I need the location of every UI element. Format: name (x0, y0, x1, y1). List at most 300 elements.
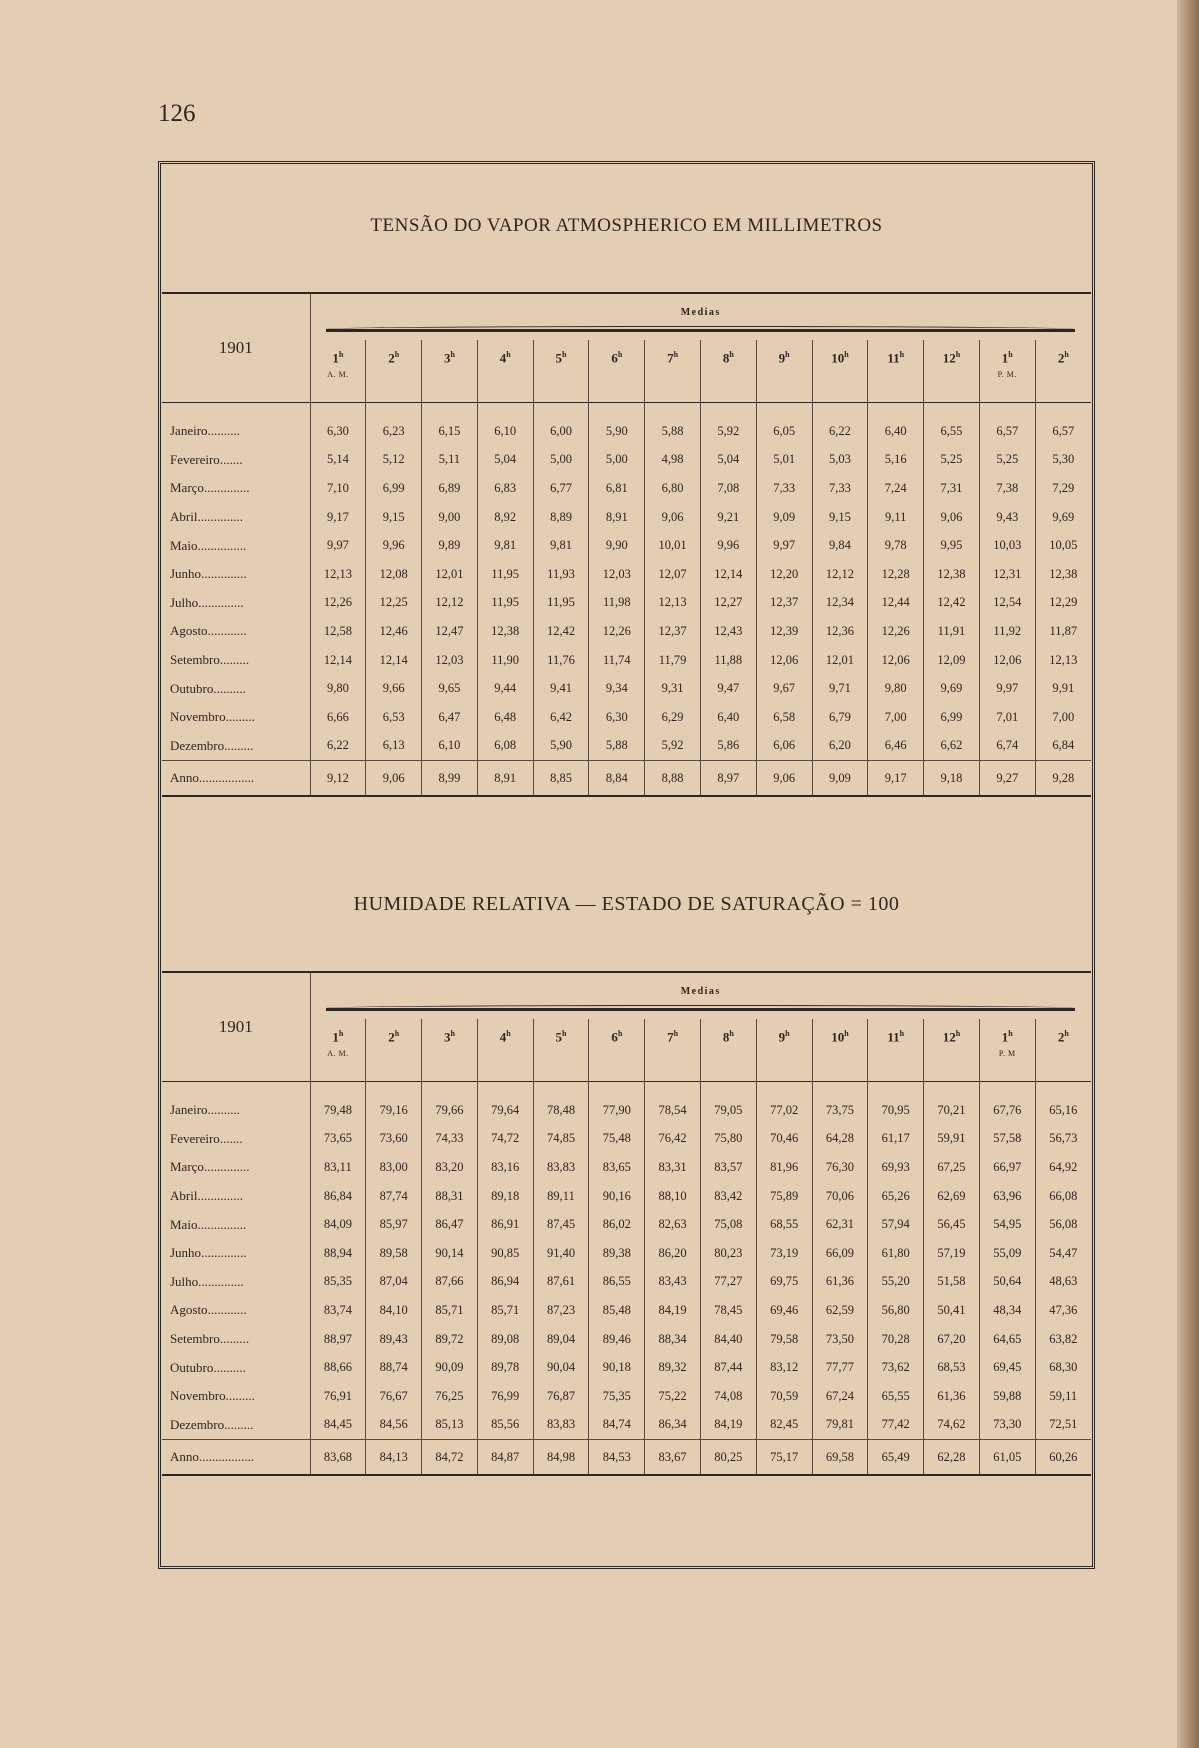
value-cell: 69,75 (756, 1268, 812, 1297)
value-cell: 10,05 (1035, 531, 1091, 560)
value-cell: 77,42 (868, 1411, 924, 1440)
medias-group-header (310, 973, 1091, 1019)
hour-suffix: h (562, 350, 567, 359)
value-cell: 88,66 (310, 1353, 366, 1382)
value-cell: 83,57 (700, 1153, 756, 1182)
value-cell: 12,09 (924, 646, 980, 675)
table-row (162, 1096, 1091, 1125)
value-cell: 6,46 (868, 732, 924, 761)
table-row (162, 474, 1091, 503)
value-cell: 7,10 (310, 474, 366, 503)
value-cell: 84,74 (589, 1411, 645, 1440)
table-row (162, 703, 1091, 732)
value-cell: 77,77 (812, 1353, 868, 1382)
value-cell: 78,45 (700, 1296, 756, 1325)
value-cell: 6,57 (1035, 417, 1091, 446)
hour-header (589, 340, 645, 403)
value-cell: 75,80 (700, 1125, 756, 1154)
vapour-tension-table (162, 294, 1091, 797)
value-cell: 9,11 (868, 503, 924, 532)
value-cell: 76,91 (310, 1382, 366, 1411)
value-cell: 90,16 (589, 1182, 645, 1211)
value-cell: 87,66 (422, 1268, 478, 1297)
value-cell: 83,42 (700, 1182, 756, 1211)
value-cell: 86,84 (310, 1182, 366, 1211)
value-cell: 9,15 (366, 503, 422, 532)
value-cell: 64,28 (812, 1125, 868, 1154)
value-cell: 79,16 (366, 1096, 422, 1125)
table-row (162, 1125, 1091, 1154)
value-cell: 9,95 (924, 531, 980, 560)
value-cell: 48,63 (1035, 1268, 1091, 1297)
value-cell: 75,35 (589, 1382, 645, 1411)
month-label (162, 560, 310, 589)
hour-number: 8 (722, 350, 730, 366)
value-cell: 6,55 (924, 417, 980, 446)
medias-label: Medias (680, 986, 721, 997)
leader-dots: .............. (201, 566, 247, 582)
hour-header (700, 1019, 756, 1082)
month-label (162, 1411, 310, 1440)
value-cell: 6,06 (756, 732, 812, 761)
value-cell: 11,98 (589, 589, 645, 618)
value-cell: 86,34 (645, 1411, 701, 1440)
value-cell: 83,43 (645, 1268, 701, 1297)
value-cell: 6,89 (422, 474, 478, 503)
month-label (162, 446, 310, 475)
value-cell: 76,30 (812, 1153, 868, 1182)
hour-suffix: h (785, 1029, 790, 1038)
value-cell: 7,33 (812, 474, 868, 503)
value-cell: 61,80 (868, 1239, 924, 1268)
hour-header (589, 1019, 645, 1082)
value-cell: 11,95 (477, 589, 533, 618)
leader-dots: .............. (198, 594, 244, 610)
value-cell: 86,20 (645, 1239, 701, 1268)
hour-header (366, 1019, 422, 1082)
annual-label (162, 1440, 310, 1476)
value-cell: 83,00 (366, 1153, 422, 1182)
value-cell: 66,08 (1035, 1182, 1091, 1211)
value-cell: 12,26 (589, 617, 645, 646)
value-cell: 12,28 (868, 560, 924, 589)
value-cell: 65,55 (868, 1382, 924, 1411)
value-cell: 75,22 (645, 1382, 701, 1411)
month-label (162, 474, 310, 503)
value-cell: 12,47 (422, 617, 478, 646)
value-cell: 84,19 (700, 1411, 756, 1440)
table-row (162, 560, 1091, 589)
hour-header (422, 1019, 478, 1082)
value-cell: 12,20 (756, 560, 812, 589)
leader-dots: ......... (224, 1416, 254, 1432)
month-name: Outubro (170, 680, 214, 696)
leader-dots: ......... (224, 737, 254, 753)
month-name: Novembro (170, 1388, 226, 1404)
spacer-row (162, 1082, 1091, 1097)
value-cell: 67,20 (924, 1325, 980, 1354)
hour-suffix: h (955, 350, 961, 359)
value-cell: 6,84 (1035, 732, 1091, 761)
table-row (162, 417, 1091, 446)
hour-number: 2 (1057, 1029, 1065, 1045)
value-cell: 9,91 (1035, 674, 1091, 703)
value-cell: 6,80 (645, 474, 701, 503)
value-cell: 8,89 (533, 503, 589, 532)
value-cell: 7,08 (700, 474, 756, 503)
value-cell: 5,88 (645, 417, 701, 446)
value-cell: 70,59 (756, 1382, 812, 1411)
value-cell: 12,58 (310, 617, 366, 646)
value-cell: 11,95 (533, 589, 589, 618)
value-cell: 62,59 (812, 1296, 868, 1325)
value-cell: 56,80 (868, 1296, 924, 1325)
value-cell: 86,02 (589, 1210, 645, 1239)
value-cell: 12,25 (366, 589, 422, 618)
value-cell: 84,45 (310, 1411, 366, 1440)
hour-header (366, 340, 422, 403)
leader-dots: ............ (207, 1302, 247, 1318)
leader-dots: ......... (225, 709, 255, 725)
month-name: Julho (170, 1273, 199, 1289)
value-cell: 54,47 (1035, 1239, 1091, 1268)
hour-header (868, 1019, 924, 1082)
value-cell: 11,91 (924, 617, 980, 646)
leader-dots: ............ (207, 623, 247, 639)
value-cell: 56,45 (924, 1210, 980, 1239)
value-cell: 69,93 (868, 1153, 924, 1182)
value-cell: 7,00 (1035, 703, 1091, 732)
value-cell: 84,09 (310, 1210, 366, 1239)
value-cell: 9,21 (700, 503, 756, 532)
spacer-row (162, 403, 1091, 418)
value-cell: 8,92 (477, 503, 533, 532)
leader-dots: .......... (213, 680, 246, 696)
month-name: Maio (170, 537, 198, 553)
value-cell: 6,13 (366, 732, 422, 761)
hour-header (477, 340, 533, 403)
value-cell: 12,01 (422, 560, 478, 589)
am-label: A. M. (327, 1049, 349, 1059)
value-cell: 12,26 (310, 589, 366, 618)
value-cell: 6,29 (645, 703, 701, 732)
annual-value-cell: 9,28 (1035, 761, 1091, 797)
annual-value-cell: 61,05 (979, 1440, 1035, 1476)
value-cell: 9,41 (533, 674, 589, 703)
month-label (162, 732, 310, 761)
value-cell: 5,04 (700, 446, 756, 475)
month-name: Dezembro (170, 1416, 225, 1432)
hour-number: 9 (778, 1029, 786, 1045)
value-cell: 67,24 (812, 1382, 868, 1411)
value-cell: 5,11 (422, 446, 478, 475)
leader-dots: ............... (197, 537, 247, 553)
leader-dots: ............... (197, 1216, 247, 1232)
hour-header (756, 340, 812, 403)
value-cell: 85,71 (422, 1296, 478, 1325)
value-cell: 87,45 (533, 1210, 589, 1239)
annual-value-cell: 9,06 (756, 761, 812, 797)
table-row (162, 1325, 1091, 1354)
hour-number: 7 (667, 350, 674, 366)
value-cell: 73,60 (366, 1125, 422, 1154)
value-cell: 6,62 (924, 732, 980, 761)
leader-dots: .............. (203, 480, 250, 496)
value-cell: 80,23 (700, 1239, 756, 1268)
value-cell: 12,26 (868, 617, 924, 646)
hour-suffix: h (785, 350, 790, 359)
month-name: Junho (170, 1245, 202, 1261)
value-cell: 77,27 (700, 1268, 756, 1297)
value-cell: 87,74 (366, 1182, 422, 1211)
value-cell: 6,05 (756, 417, 812, 446)
value-cell: 6,30 (310, 417, 366, 446)
value-cell: 5,16 (868, 446, 924, 475)
value-cell: 65,26 (868, 1182, 924, 1211)
annual-value-cell: 8,85 (533, 761, 589, 797)
value-cell: 12,13 (645, 589, 701, 618)
value-cell: 67,76 (979, 1096, 1035, 1125)
month-label (162, 646, 310, 675)
value-cell: 78,48 (533, 1096, 589, 1125)
table-row (162, 1353, 1091, 1382)
leader-dots: .............. (201, 1245, 247, 1261)
value-cell: 57,19 (924, 1239, 980, 1268)
brace-decoration (326, 326, 1075, 332)
brace-decoration (326, 1005, 1075, 1011)
value-cell: 11,92 (979, 617, 1035, 646)
value-cell: 5,92 (700, 417, 756, 446)
value-cell: 5,12 (366, 446, 422, 475)
hour-number: 10 (831, 1029, 845, 1045)
value-cell: 5,00 (589, 446, 645, 475)
month-name: Abril (170, 509, 198, 525)
value-cell: 12,07 (645, 560, 701, 589)
value-cell: 5,90 (589, 417, 645, 446)
value-cell: 90,09 (422, 1353, 478, 1382)
value-cell: 9,06 (924, 503, 980, 532)
value-cell: 89,18 (477, 1182, 533, 1211)
value-cell: 12,42 (533, 617, 589, 646)
value-cell: 6,40 (868, 417, 924, 446)
hour-number: 5 (555, 350, 563, 366)
value-cell: 76,87 (533, 1382, 589, 1411)
value-cell: 88,74 (366, 1353, 422, 1382)
value-cell: 9,00 (422, 503, 478, 532)
hour-number: 8 (722, 1029, 730, 1045)
value-cell: 11,90 (477, 646, 533, 675)
month-label (162, 674, 310, 703)
value-cell: 12,31 (979, 560, 1035, 589)
am-label: A. M. (327, 370, 349, 380)
hour-suffix: h (844, 1029, 849, 1038)
leader-dots: .......... (207, 423, 241, 439)
month-label (162, 1210, 310, 1239)
hour-header (812, 1019, 868, 1082)
month-name: Fevereiro (170, 1130, 220, 1146)
annual-value-cell: 8,97 (700, 761, 756, 797)
value-cell: 87,61 (533, 1268, 589, 1297)
hour-suffix: h (562, 1029, 567, 1038)
value-cell: 83,16 (477, 1153, 533, 1182)
leader-dots: .......... (213, 1359, 246, 1375)
hour-header (310, 1019, 366, 1082)
value-cell: 11,87 (1035, 617, 1091, 646)
value-cell: 85,35 (310, 1268, 366, 1297)
month-name: Junho (170, 566, 202, 582)
hour-suffix: h (673, 350, 679, 359)
hour-number: 11 (887, 1029, 900, 1045)
value-cell: 59,91 (924, 1125, 980, 1154)
value-cell: 9,97 (979, 674, 1035, 703)
value-cell: 69,46 (756, 1296, 812, 1325)
hour-number: 1 (1001, 350, 1009, 366)
value-cell: 70,95 (868, 1096, 924, 1125)
value-cell: 72,51 (1035, 1411, 1091, 1440)
value-cell: 76,99 (477, 1382, 533, 1411)
relative-humidity-title: HUMIDADE RELATIVA — ESTADO DE SATURAÇÃO = 100 (353, 893, 900, 915)
value-cell: 11,93 (533, 560, 589, 589)
value-cell: 75,48 (589, 1125, 645, 1154)
hour-number: 12 (942, 350, 956, 366)
value-cell: 12,13 (310, 560, 366, 589)
annual-value-cell: 83,68 (310, 1440, 366, 1476)
value-cell: 7,00 (868, 703, 924, 732)
annual-value-cell: 84,98 (533, 1440, 589, 1476)
value-cell: 89,08 (477, 1325, 533, 1354)
value-cell: 7,29 (1035, 474, 1091, 503)
value-cell: 83,65 (589, 1153, 645, 1182)
month-label (162, 589, 310, 618)
table-row (162, 531, 1091, 560)
value-cell: 12,03 (589, 560, 645, 589)
value-cell: 67,25 (924, 1153, 980, 1182)
value-cell: 57,94 (868, 1210, 924, 1239)
month-name: Março (170, 480, 204, 496)
value-cell: 9,34 (589, 674, 645, 703)
value-cell: 83,74 (310, 1296, 366, 1325)
hour-header (979, 340, 1035, 403)
hour-header (422, 340, 478, 403)
hour-suffix: h (1008, 1029, 1013, 1038)
annual-value-cell: 9,18 (924, 761, 980, 797)
value-cell: 6,99 (924, 703, 980, 732)
page-number: 126 (158, 100, 196, 127)
hour-number: 11 (887, 350, 900, 366)
value-cell: 82,45 (756, 1411, 812, 1440)
value-cell: 89,38 (589, 1239, 645, 1268)
value-cell: 65,16 (1035, 1096, 1091, 1125)
value-cell: 79,81 (812, 1411, 868, 1440)
value-cell: 55,20 (868, 1268, 924, 1297)
annual-value-cell: 9,17 (868, 761, 924, 797)
value-cell: 5,92 (645, 732, 701, 761)
table-row (162, 1268, 1091, 1297)
month-name: Março (170, 1159, 204, 1175)
value-cell: 6,77 (533, 474, 589, 503)
annual-value-cell: 84,13 (366, 1440, 422, 1476)
table-row (162, 674, 1091, 703)
value-cell: 12,43 (700, 617, 756, 646)
value-cell: 91,40 (533, 1239, 589, 1268)
value-cell: 86,94 (477, 1268, 533, 1297)
value-cell: 12,12 (422, 589, 478, 618)
value-cell: 12,14 (700, 560, 756, 589)
leader-dots: ......... (219, 1331, 250, 1347)
value-cell: 63,96 (979, 1182, 1035, 1211)
value-cell: 57,58 (979, 1125, 1035, 1154)
value-cell: 11,74 (589, 646, 645, 675)
value-cell: 89,11 (533, 1182, 589, 1211)
value-cell: 9,15 (812, 503, 868, 532)
month-name: Julho (170, 594, 199, 610)
value-cell: 79,48 (310, 1096, 366, 1125)
month-name: Janeiro (170, 423, 208, 439)
value-cell: 73,65 (310, 1125, 366, 1154)
hour-suffix: h (729, 350, 734, 359)
value-cell: 9,80 (310, 674, 366, 703)
value-cell: 9,09 (756, 503, 812, 532)
annual-value-cell: 8,84 (589, 761, 645, 797)
value-cell: 12,06 (756, 646, 812, 675)
value-cell: 85,13 (422, 1411, 478, 1440)
value-cell: 75,89 (756, 1182, 812, 1211)
value-cell: 6,22 (812, 417, 868, 446)
value-cell: 87,04 (366, 1268, 422, 1297)
value-cell: 63,82 (1035, 1325, 1091, 1354)
value-cell: 9,06 (645, 503, 701, 532)
value-cell: 83,31 (645, 1153, 701, 1182)
value-cell: 9,81 (477, 531, 533, 560)
month-name: Setembro (170, 652, 220, 668)
month-label (162, 503, 310, 532)
leader-dots: .............. (197, 509, 243, 525)
table-row (162, 732, 1091, 761)
hour-header (979, 1019, 1035, 1082)
value-cell: 84,10 (366, 1296, 422, 1325)
value-cell: 68,53 (924, 1353, 980, 1382)
value-cell: 6,10 (422, 732, 478, 761)
value-cell: 88,31 (422, 1182, 478, 1211)
value-cell: 88,10 (645, 1182, 701, 1211)
value-cell: 9,81 (533, 531, 589, 560)
value-cell: 86,91 (477, 1210, 533, 1239)
value-cell: 12,34 (812, 589, 868, 618)
month-label (162, 1182, 310, 1211)
value-cell: 12,13 (1035, 646, 1091, 675)
value-cell: 79,05 (700, 1096, 756, 1125)
value-cell: 90,18 (589, 1353, 645, 1382)
annual-name: Anno (170, 1449, 199, 1465)
value-cell: 9,96 (700, 531, 756, 560)
hour-suffix: h (394, 1029, 400, 1038)
value-cell: 6,74 (979, 732, 1035, 761)
value-cell: 90,04 (533, 1353, 589, 1382)
table-row (162, 646, 1091, 675)
value-cell: 90,85 (477, 1239, 533, 1268)
vapour-tension-title: TENSÃO DO VAPOR ATMOSPHERICO EM MILLIMETROS (370, 215, 883, 236)
value-cell: 11,76 (533, 646, 589, 675)
table-row (162, 446, 1091, 475)
value-cell: 12,14 (310, 646, 366, 675)
value-cell: 79,58 (756, 1325, 812, 1354)
value-cell: 7,31 (924, 474, 980, 503)
value-cell: 12,42 (924, 589, 980, 618)
value-cell: 5,25 (924, 446, 980, 475)
hour-number: 1 (332, 350, 339, 366)
month-name: Janeiro (170, 1102, 208, 1118)
value-cell: 76,67 (366, 1382, 422, 1411)
